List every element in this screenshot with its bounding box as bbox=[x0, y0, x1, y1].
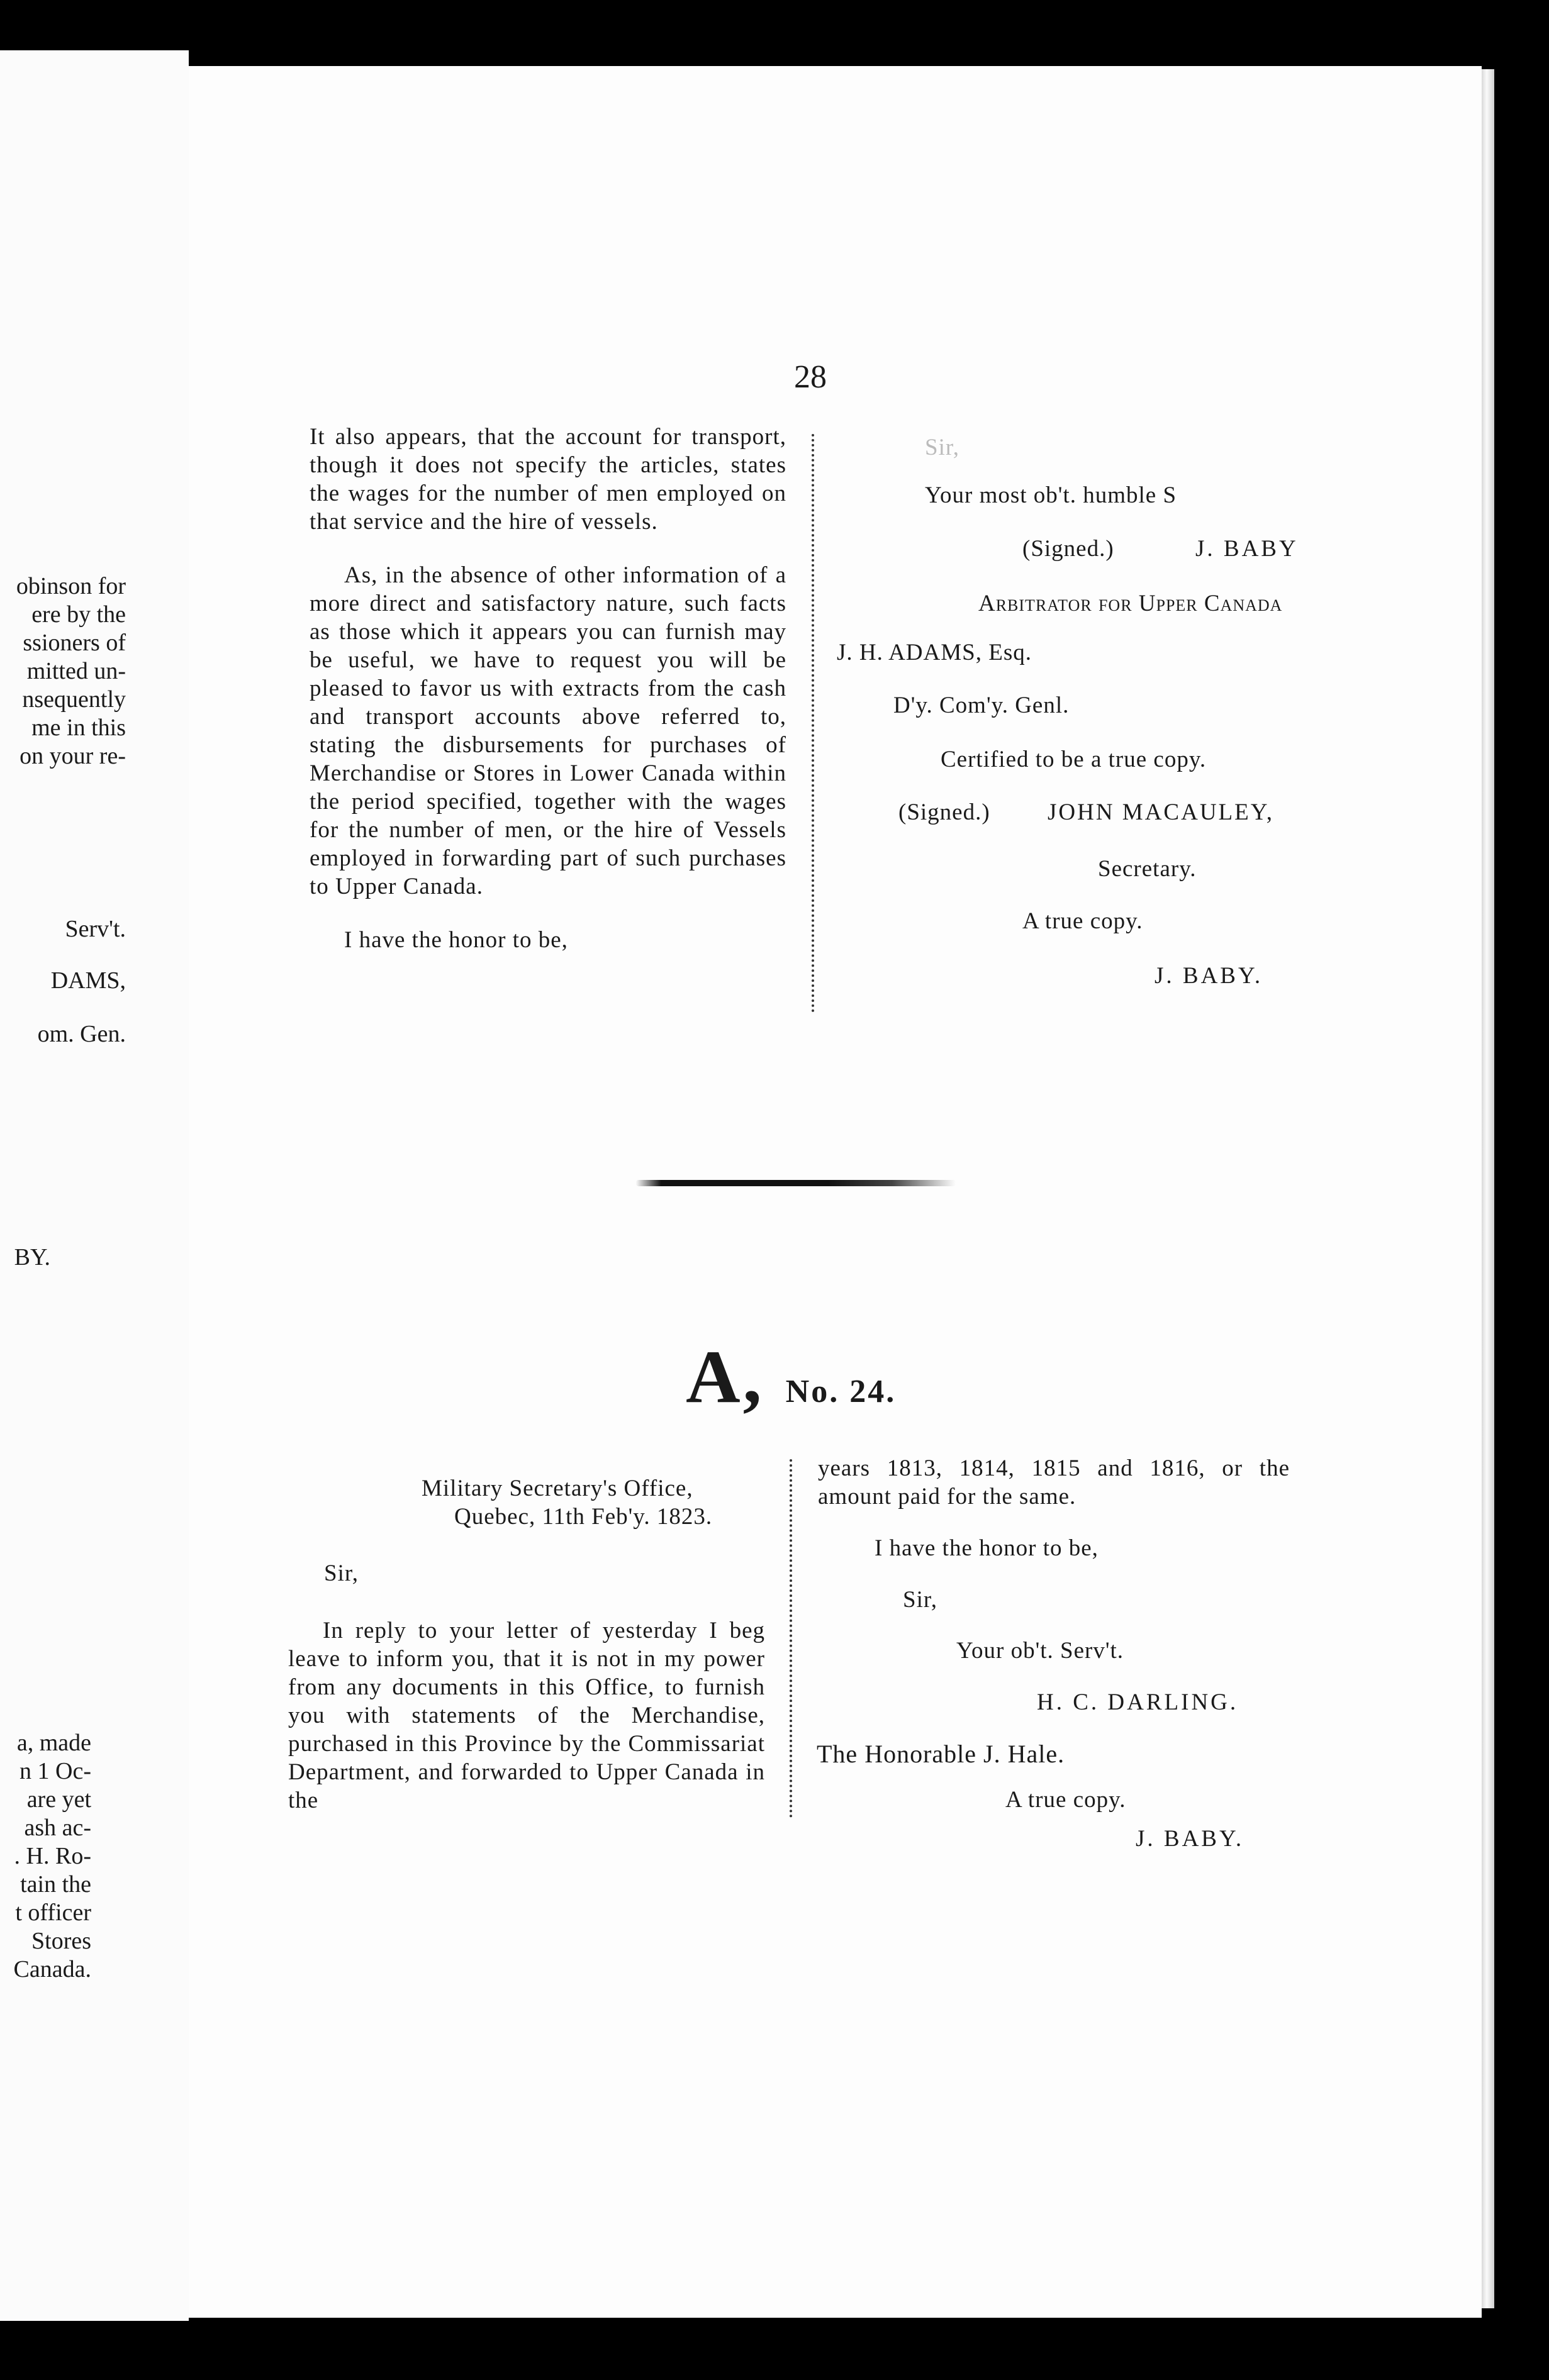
true-copy-name: J. BABY. bbox=[1155, 963, 1263, 989]
paragraph: In reply to your letter of yesterday I beg leave to inform you, that it is not in my power from any documents in this Office, to furnish you with statements of the Merchandise, purchased in this Province by the Commissariat Department, and forwarded to Upper Canada in the bbox=[288, 1618, 765, 1813]
certified-line: Certified to be a true copy. bbox=[941, 747, 1207, 772]
signature: H. C. DARLING. bbox=[1037, 1689, 1239, 1715]
column-divider bbox=[812, 434, 814, 1013]
salutation: Sir, bbox=[925, 435, 959, 460]
page-edge bbox=[1482, 69, 1494, 2308]
signed-name: J. BABY bbox=[1195, 536, 1299, 562]
heading-letter: A, bbox=[686, 1335, 764, 1418]
fragment-line: ash ac- bbox=[24, 1815, 91, 1841]
sir-line: Sir, bbox=[903, 1587, 937, 1613]
heading-number: No. 24. bbox=[785, 1374, 897, 1410]
salutation: Sir, bbox=[324, 1560, 359, 1586]
fragment-line: BY. bbox=[14, 1244, 50, 1271]
paragraph: As, in the absence of other information of a more direct and satisfactory nature, such facts as those which it appears you can furnish may be useful, we have to request you will be pleased to favor us with extracts from the cash and transport accounts above referred to, stating the disbursements for purchases of Merchandise or Stores in Lower Canada within the period specified, together with the wages for the number of men, or the hire of Vessels employed in forwarding part of such purchases to Upper Canada. bbox=[310, 562, 786, 899]
true-copy: A true copy. bbox=[1022, 908, 1143, 934]
true-copy: A true copy. bbox=[1005, 1787, 1126, 1813]
fragment-line: Canada. bbox=[13, 1956, 91, 1982]
signed-label: (Signed.) bbox=[1022, 536, 1114, 562]
fragment-line: t officer bbox=[15, 1899, 91, 1926]
fragment-line: nsequently bbox=[22, 686, 126, 713]
page-number: 28 bbox=[794, 359, 827, 395]
fragment-line: ssioners of bbox=[23, 630, 126, 656]
office-line: Military Secretary's Office, bbox=[422, 1476, 693, 1501]
bottom-right-continuation bbox=[818, 1454, 1290, 1536]
fragment-line: a, made bbox=[16, 1730, 91, 1756]
fragment-line: Stores bbox=[31, 1928, 91, 1954]
fragment-line: ere by the bbox=[31, 601, 126, 628]
addressee: J. H. ADAMS, Esq. bbox=[837, 640, 1032, 665]
fragment-line: obinson for bbox=[16, 573, 126, 599]
paragraph: years 1813, 1814, 1815 and 1816, or the amount paid for the same. bbox=[818, 1455, 1290, 1510]
arbitrator-line: Arbitrator for Upper Canada bbox=[978, 591, 1283, 616]
closing-line: I have the honor to be, bbox=[344, 927, 568, 953]
servant-line: Your most ob't. humble S bbox=[925, 482, 1177, 508]
top-left-column bbox=[310, 423, 786, 979]
column-divider bbox=[790, 1459, 792, 1818]
fragment-line: n 1 Oc- bbox=[20, 1758, 91, 1784]
section-rule bbox=[635, 1180, 956, 1186]
fragment-line: . H. Ro- bbox=[14, 1843, 91, 1869]
fragment-line: me in this bbox=[31, 715, 126, 741]
date-line: Quebec, 11th Feb'y. 1823. bbox=[454, 1504, 713, 1530]
true-copy-name: J. BABY. bbox=[1136, 1826, 1244, 1852]
fragment-line: mitted un- bbox=[26, 658, 126, 684]
servant-line: Your ob't. Serv't. bbox=[956, 1638, 1124, 1664]
bottom-left-paragraph bbox=[288, 1616, 765, 1840]
fragment-line: tain the bbox=[20, 1871, 91, 1898]
fragment-line: Serv't. bbox=[65, 916, 126, 942]
fragment-line: DAMS, bbox=[50, 967, 126, 994]
certified-title: Secretary. bbox=[1098, 856, 1197, 882]
fragment-line: om. Gen. bbox=[37, 1021, 126, 1047]
left-page-fragment bbox=[0, 50, 189, 2321]
addressee: The Honorable J. Hale. bbox=[817, 1740, 1065, 1768]
fragment-line: on your re- bbox=[20, 743, 126, 769]
fragment-line: are yet bbox=[26, 1786, 91, 1813]
addressee-title: D'y. Com'y. Genl. bbox=[893, 692, 1070, 718]
document-page bbox=[189, 66, 1482, 2318]
closing-line: I have the honor to be, bbox=[875, 1535, 1099, 1561]
paragraph: It also appears, that the account for transport, though it does not specify the articles, states the wages for the number of men employed on that service and the hire of vessels. bbox=[310, 424, 786, 535]
certified-name: JOHN MACAULEY, bbox=[1048, 799, 1274, 825]
certified-signed-label: (Signed.) bbox=[898, 799, 990, 825]
section-heading bbox=[686, 1333, 896, 1420]
